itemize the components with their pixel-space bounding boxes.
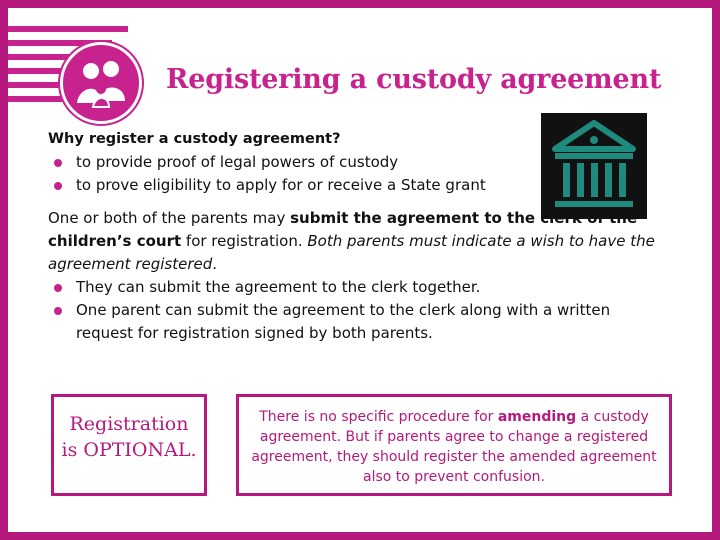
paragraph-bold-text: submit the agreement to the clerk of the children’s court xyxy=(48,209,638,250)
paragraph-italic-text: Both parents must indicate a wish to have the agreement registered xyxy=(48,232,655,273)
note-bold-text: amending xyxy=(497,409,577,425)
notice-line: is OPTIONAL. xyxy=(61,439,197,461)
list-item: to prove eligibility to apply for or receive a State grant xyxy=(48,174,658,197)
slide xyxy=(8,8,712,532)
family-logo-icon xyxy=(60,42,142,124)
note-text: a custody agreement. But if parents agree to change a registered agreement, they should register the amended agreement also to prevent confusion. xyxy=(251,409,657,485)
submission-paragraph xyxy=(48,207,658,276)
reasons-list xyxy=(48,151,658,197)
submission-options-list xyxy=(48,276,658,345)
notice-line: Registration xyxy=(69,413,189,435)
paragraph-text: One or both of the parents may xyxy=(48,209,291,227)
list-item: to provide proof of legal powers of custody xyxy=(48,151,658,174)
list-item: One parent can submit the agreement to the clerk along with a written request for registration signed by both parents. xyxy=(48,299,658,345)
amending-note-box xyxy=(236,394,672,496)
optional-notice-box xyxy=(51,394,207,496)
paragraph-text: for registration. xyxy=(181,232,308,250)
note-text: There is no specific procedure for xyxy=(259,409,498,425)
page-title: Registering a custody agreement xyxy=(166,64,662,95)
paragraph-text: . xyxy=(212,255,218,273)
list-item: They can submit the agreement to the clerk together. xyxy=(48,276,658,299)
question-heading: Why register a custody agreement? xyxy=(48,131,341,147)
main-content xyxy=(48,128,658,345)
